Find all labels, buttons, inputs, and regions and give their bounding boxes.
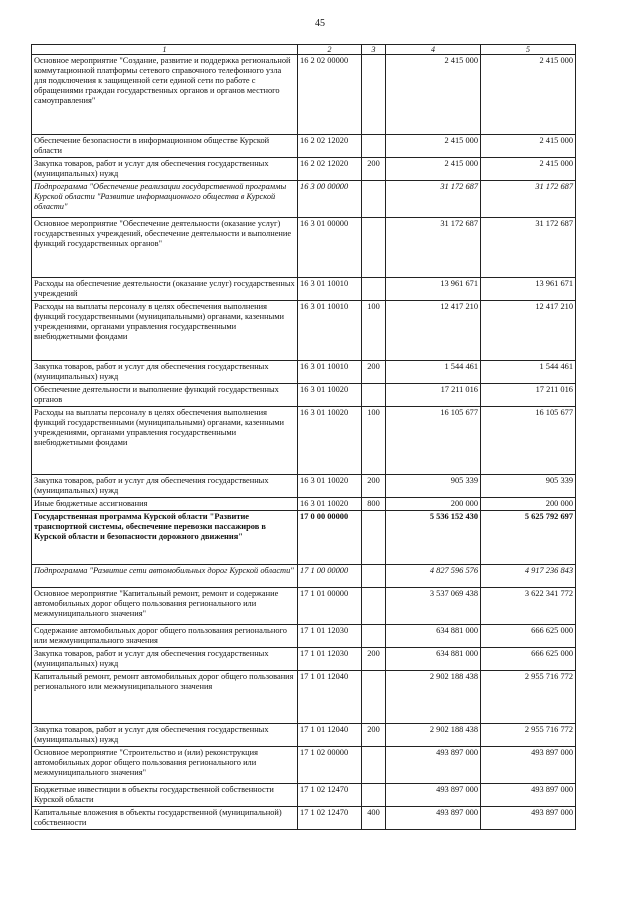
cell-expense-type (362, 747, 386, 784)
cell-code: 17 1 01 12040 (298, 724, 362, 747)
cell-amount-1: 12 417 210 (386, 301, 481, 361)
cell-code: 17 0 00 00000 (298, 511, 362, 565)
cell-expense-type: 400 (362, 807, 386, 830)
cell-name: Основное мероприятие "Обеспечение деятельности (оказание услуг) государственных учреждений, обеспечение деятельности и выполнение функций государственных органов" (32, 218, 298, 278)
cell-code: 16 3 00 00000 (298, 181, 362, 218)
table-row (32, 301, 576, 361)
cell-amount-2: 12 417 210 (481, 301, 576, 361)
cell-name: Расходы на выплаты персоналу в целях обеспечения выполнения функций государственными (муниципальными) органами, казенными учреждениями, органами управления государственными внебюджетными фондами (32, 301, 298, 361)
cell-amount-1: 16 105 677 (386, 407, 481, 475)
cell-amount-2: 31 172 687 (481, 218, 576, 278)
cell-name: Капитальные вложения в объекты государственной (муниципальной) собственности (32, 807, 298, 830)
cell-expense-type (362, 384, 386, 407)
cell-code: 16 2 02 00000 (298, 55, 362, 135)
page-number: 45 (315, 18, 325, 29)
cell-amount-2: 1 544 461 (481, 361, 576, 384)
cell-expense-type: 200 (362, 158, 386, 181)
table-row (32, 158, 576, 181)
cell-code: 17 1 01 12030 (298, 625, 362, 648)
cell-code: 16 3 01 10020 (298, 498, 362, 511)
cell-amount-2: 4 917 236 843 (481, 565, 576, 588)
cell-expense-type (362, 218, 386, 278)
cell-amount-2: 2 955 716 772 (481, 671, 576, 724)
cell-name: Закупка товаров, работ и услуг для обеспечения государственных (муниципальных) нужд (32, 158, 298, 181)
table-row (32, 565, 576, 588)
cell-amount-2: 3 622 341 772 (481, 588, 576, 625)
cell-name: Закупка товаров, работ и услуг для обеспечения государственных (муниципальных) нужд (32, 724, 298, 747)
cell-amount-1: 493 897 000 (386, 747, 481, 784)
cell-amount-1: 2 415 000 (386, 135, 481, 158)
cell-amount-1: 1 544 461 (386, 361, 481, 384)
table-row (32, 671, 576, 724)
table-row (32, 498, 576, 511)
budget-table (31, 44, 576, 830)
table-row (32, 278, 576, 301)
table-row (32, 361, 576, 384)
cell-expense-type (362, 55, 386, 135)
cell-amount-2: 905 339 (481, 475, 576, 498)
cell-amount-1: 13 961 671 (386, 278, 481, 301)
cell-amount-2: 666 625 000 (481, 648, 576, 671)
table-row (32, 55, 576, 135)
table-row (32, 407, 576, 475)
table-row (32, 625, 576, 648)
table-row (32, 747, 576, 784)
cell-code: 16 3 01 10010 (298, 301, 362, 361)
cell-amount-2: 666 625 000 (481, 625, 576, 648)
cell-name: Государственная программа Курской области "Развитие транспортной системы, обеспечение перевозки пассажиров в Курской области и безопасности дорожного движения" (32, 511, 298, 565)
table-row (32, 384, 576, 407)
cell-name: Расходы на обеспечение деятельности (оказание услуг) государственных учреждений (32, 278, 298, 301)
cell-expense-type (362, 565, 386, 588)
table-row (32, 218, 576, 278)
cell-code: 16 3 01 10020 (298, 384, 362, 407)
cell-code: 16 3 01 10010 (298, 278, 362, 301)
table-body (32, 55, 576, 830)
cell-amount-2: 13 961 671 (481, 278, 576, 301)
cell-amount-2: 16 105 677 (481, 407, 576, 475)
cell-code: 17 1 01 12040 (298, 671, 362, 724)
cell-amount-1: 31 172 687 (386, 218, 481, 278)
cell-name: Содержание автомобильных дорог общего пользования регионального или межмуниципального значения (32, 625, 298, 648)
cell-amount-1: 634 881 000 (386, 625, 481, 648)
cell-expense-type: 200 (362, 648, 386, 671)
cell-name: Обеспечение деятельности и выполнение функций государственных органов (32, 384, 298, 407)
cell-amount-1: 2 902 188 438 (386, 671, 481, 724)
cell-expense-type (362, 278, 386, 301)
header-col-5: 5 (481, 45, 576, 55)
cell-code: 16 2 02 12020 (298, 135, 362, 158)
cell-code: 16 3 01 10020 (298, 475, 362, 498)
cell-expense-type: 100 (362, 301, 386, 361)
header-col-3: 3 (362, 45, 386, 55)
cell-name: Обеспечение безопасности в информационном обществе Курской области (32, 135, 298, 158)
cell-amount-2: 200 000 (481, 498, 576, 511)
cell-amount-1: 200 000 (386, 498, 481, 511)
table-row (32, 588, 576, 625)
cell-amount-2: 2 955 716 772 (481, 724, 576, 747)
cell-code: 17 1 00 00000 (298, 565, 362, 588)
cell-amount-1: 17 211 016 (386, 384, 481, 407)
table-row (32, 807, 576, 830)
cell-name: Бюджетные инвестиции в объекты государственной собственности Курской области (32, 784, 298, 807)
cell-code: 17 1 02 12470 (298, 807, 362, 830)
cell-amount-2: 5 625 792 697 (481, 511, 576, 565)
cell-name: Закупка товаров, работ и услуг для обеспечения государственных (муниципальных) нужд (32, 475, 298, 498)
cell-amount-1: 493 897 000 (386, 784, 481, 807)
cell-expense-type: 200 (362, 361, 386, 384)
cell-amount-1: 5 536 152 430 (386, 511, 481, 565)
cell-code: 16 3 01 00000 (298, 218, 362, 278)
table-row (32, 784, 576, 807)
cell-name: Подпрограмма "Обеспечение реализации государственной программы Курской области "Развитие информационного общества в Курской области" (32, 181, 298, 218)
cell-expense-type: 200 (362, 475, 386, 498)
cell-amount-2: 2 415 000 (481, 135, 576, 158)
cell-name: Капитальный ремонт, ремонт автомобильных дорог общего пользования регионального или межмуниципального значения (32, 671, 298, 724)
cell-amount-1: 2 415 000 (386, 55, 481, 135)
cell-amount-2: 493 897 000 (481, 784, 576, 807)
cell-code: 16 3 01 10010 (298, 361, 362, 384)
table-row (32, 181, 576, 218)
cell-code: 16 3 01 10020 (298, 407, 362, 475)
cell-expense-type (362, 671, 386, 724)
cell-name: Иные бюджетные ассигнования (32, 498, 298, 511)
cell-amount-1: 4 827 596 576 (386, 565, 481, 588)
cell-expense-type (362, 588, 386, 625)
cell-name: Закупка товаров, работ и услуг для обеспечения государственных (муниципальных) нужд (32, 361, 298, 384)
cell-expense-type (362, 511, 386, 565)
header-col-1: 1 (32, 45, 298, 55)
cell-amount-1: 905 339 (386, 475, 481, 498)
cell-name: Расходы на выплаты персоналу в целях обеспечения выполнения функций государственными (муниципальными) органами, казенными учреждениями, органами управления государственными внебюджетными фондами (32, 407, 298, 475)
cell-amount-1: 2 415 000 (386, 158, 481, 181)
cell-amount-2: 493 897 000 (481, 747, 576, 784)
cell-code: 16 2 02 12020 (298, 158, 362, 181)
cell-expense-type (362, 625, 386, 648)
cell-name: Основное мероприятие "Создание, развитие и поддержка региональной коммутационной платформы сетевого справочного телефонного узла для подключения к защищенной сети единой сети по работе с обращениями граждан государственных органов и органов местного самоуправления" (32, 55, 298, 135)
cell-amount-2: 31 172 687 (481, 181, 576, 218)
table-row (32, 648, 576, 671)
cell-name: Основное мероприятие "Капитальный ремонт, ремонт и содержание автомобильных дорог общего пользования регионального или межмуниципального значения" (32, 588, 298, 625)
table-row (32, 724, 576, 747)
cell-code: 17 1 01 00000 (298, 588, 362, 625)
table-row (32, 511, 576, 565)
cell-name: Основное мероприятие "Строительство и (или) реконструкция автомобильных дорог общего пользования регионального или межмуниципального значения" (32, 747, 298, 784)
cell-expense-type: 100 (362, 407, 386, 475)
cell-expense-type: 200 (362, 724, 386, 747)
header-col-2: 2 (298, 45, 362, 55)
cell-name: Подпрограмма "Развитие сети автомобильных дорог Курской области" (32, 565, 298, 588)
cell-amount-1: 493 897 000 (386, 807, 481, 830)
cell-expense-type (362, 181, 386, 218)
cell-expense-type: 800 (362, 498, 386, 511)
cell-amount-1: 2 902 188 438 (386, 724, 481, 747)
cell-name: Закупка товаров, работ и услуг для обеспечения государственных (муниципальных) нужд (32, 648, 298, 671)
header-col-4: 4 (386, 45, 481, 55)
cell-code: 17 1 02 00000 (298, 747, 362, 784)
table-row (32, 135, 576, 158)
cell-amount-2: 17 211 016 (481, 384, 576, 407)
cell-amount-1: 3 537 069 438 (386, 588, 481, 625)
cell-amount-2: 493 897 000 (481, 807, 576, 830)
cell-amount-2: 2 415 000 (481, 158, 576, 181)
cell-code: 17 1 01 12030 (298, 648, 362, 671)
table-header-row (32, 45, 576, 55)
table-row (32, 475, 576, 498)
cell-amount-2: 2 415 000 (481, 55, 576, 135)
cell-code: 17 1 02 12470 (298, 784, 362, 807)
cell-amount-1: 634 881 000 (386, 648, 481, 671)
cell-amount-1: 31 172 687 (386, 181, 481, 218)
cell-expense-type (362, 784, 386, 807)
cell-expense-type (362, 135, 386, 158)
